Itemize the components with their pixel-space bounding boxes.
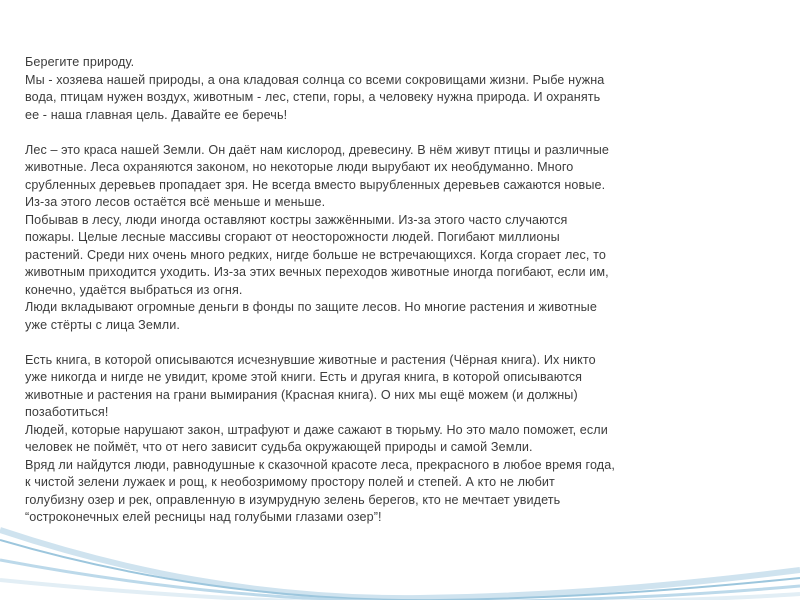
paragraph: [25, 142, 780, 335]
text-line: Мы - хозяева нашей природы, а она кладовая солнца со всеми сокровищами жизни. Рыбе нужна: [25, 72, 605, 87]
paragraph-gap: [25, 124, 780, 142]
text-line: вода, птицам нужен воздух, животным - лес, степи, горы, а человеку нужна природа. И охранять: [25, 90, 601, 104]
paragraph: [25, 352, 780, 527]
paragraph: [25, 54, 780, 124]
text-line: к чистой зелени лужаек и рощ, к необозримому простору полей и степей. А кто не любит: [25, 475, 555, 489]
text-line: человек не поймёт, что от него зависит судьба окружающей природы и самой Земли.: [25, 440, 533, 454]
paragraph-gap: [25, 334, 780, 352]
text-line: срубленных деревьев пропадает зря. Не всегда вместо вырубленных деревьев сажаются новые.: [25, 177, 606, 192]
text-line: Побывав в лесу, люди иногда оставляют костры зажжёнными. Из-за этого часто случаются: [25, 212, 568, 227]
text-line: Вряд ли найдутся люди, равнодушные к сказочной красоте леса, прекрасного в любое время года,: [25, 457, 615, 472]
text-line: “остроконечных елей ресницы над голубыми глазами озер”!: [25, 510, 382, 524]
text-line: ее - наша главная цель. Давайте ее беречь!: [25, 107, 288, 122]
text-line: Есть книга, в которой описываются исчезнувшие животные и растения (Чёрная книга). Их никто: [25, 352, 596, 367]
text-line: уже стёрты с лица Земли.: [25, 317, 180, 332]
text-line: Людей, которые нарушают закон, штрафуют и даже сажают в тюрьму. Но это мало поможет, если: [25, 422, 608, 437]
text-line: уже никогда и нигде не увидит, кроме этой книги. Есть и другая книга, в которой описываются: [25, 370, 583, 384]
document-text: [25, 54, 780, 527]
text-line: Из-за этого лесов остаётся всё меньше и меньше.: [25, 195, 326, 209]
text-line: Люди вкладывают огромные деньги в фонды по защите лесов. Но многие растения и животные: [25, 300, 597, 314]
text-line: Лес – это краса нашей Земли. Он даёт нам кислород, древесину. В нём живут птицы и различные: [25, 142, 609, 157]
text-line: животным приходится уходить. Из-за этих вечных переходов животные иногда погибают, если им,: [25, 265, 609, 279]
text-line: Берегите природу.: [25, 55, 135, 69]
text-line: растений. Среди них очень много редких, нигде больше не встречающихся. Когда сгорает лес, то: [25, 247, 606, 262]
text-line: голубизну озер и рек, оправленную в изумрудную зелень берегов, кто не мечтает увидеть: [25, 492, 561, 507]
text-line: животные и растения на грани вымирания (Красная книга). О них мы ещё можем (и должны): [25, 387, 578, 402]
text-line: животные. Леса охраняются законом, но некоторые люди вырубают их необдуманно. Много: [25, 160, 574, 174]
text-line: конечно, удаётся выбраться из огня.: [25, 282, 243, 297]
text-line: позаботиться!: [25, 405, 109, 419]
text-line: пожары. Целые лесные массивы сгорают от неосторожности людей. Погибают миллионы: [25, 230, 560, 244]
